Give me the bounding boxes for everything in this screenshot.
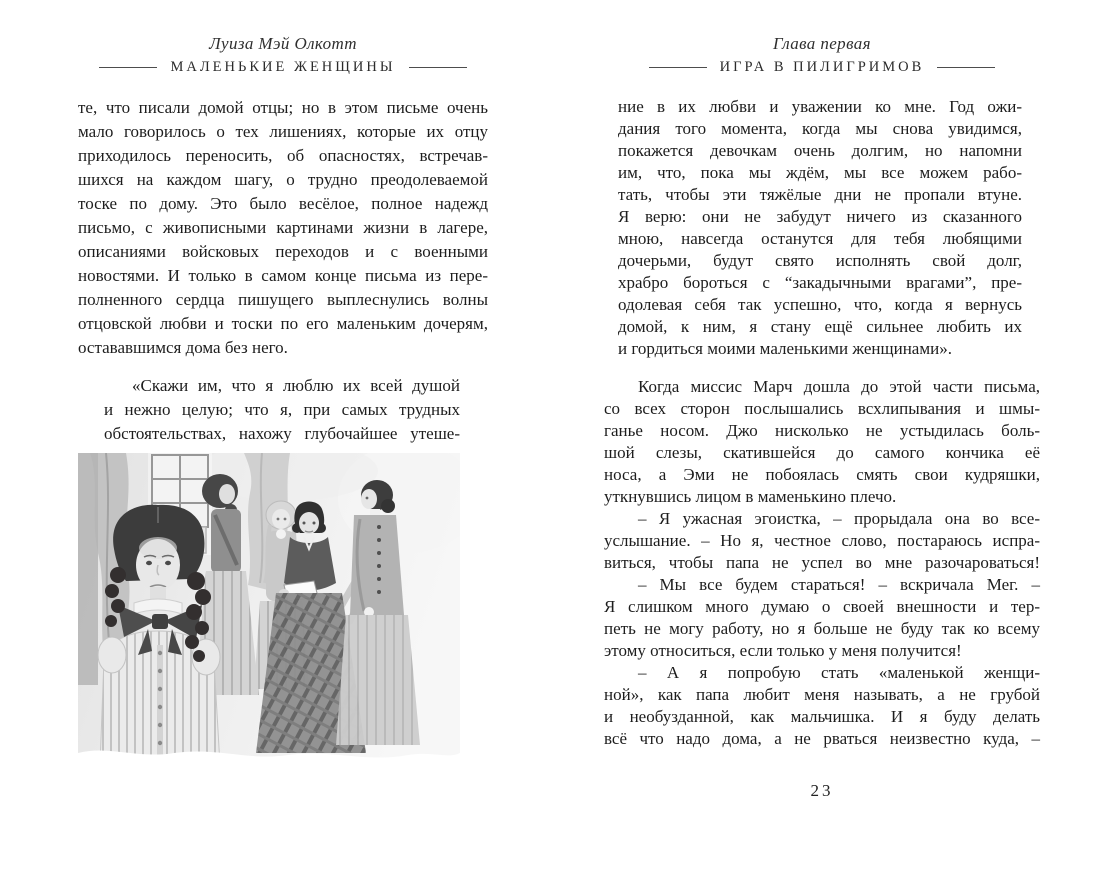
left-running-head: [78, 34, 488, 76]
text-line: храбро бороться с “закадычными врагами”, пре-: [618, 273, 1022, 292]
left-paragraph: [78, 96, 488, 360]
text-line: ной», как папа любит меня называть, а не грубой: [604, 685, 1040, 704]
text-line: и гордиться моими маленькими женщинами».: [618, 339, 952, 358]
text-line: приходилось переносить, об опасностях, встречав-: [78, 146, 488, 165]
right-text-column: [604, 96, 1040, 750]
text-line: новостями. И только в самом конце письма из пере-: [78, 266, 488, 285]
text-line: услышание. – Но я, честное слово, постараюсь испра-: [604, 531, 1040, 550]
text-line: одолевая себя так успешно, что, когда я вернусь: [618, 295, 1022, 314]
text-line: носа, а Эми не побоялась смять свои кудряшки,: [604, 465, 1040, 484]
text-line: им, что, пока мы ждём, мы все можем рабо-: [618, 163, 1022, 182]
text-line: и нежно целую; что я, при самых трудных: [104, 400, 460, 419]
text-line: те, что писали домой отцы; но в этом письме очень: [78, 98, 488, 117]
right-running-head: [604, 34, 1040, 76]
text-line: – Я ужасная эгоистка, – прорыдала она во все-: [638, 509, 1040, 528]
text-line: тать, чтобы эти тяжёлые дни не пропали втуне.: [618, 185, 1022, 204]
dialogue-jo: [604, 662, 1040, 750]
text-line: мною, навсегда останутся для тебя любящими: [618, 229, 1022, 248]
text-line: полненного сердца пишущего выплеснулись волны: [78, 290, 488, 309]
text-line: петь не могу работу, но я больше не буду так ко всему: [604, 619, 1040, 638]
text-line: уткнувшись лицом в маменькино плечо.: [604, 487, 897, 506]
illustration-svg: [78, 453, 460, 765]
text-line: отцовской любви и тоски по его маленьким дочерям,: [78, 314, 488, 333]
text-line: «Скажи им, что я люблю их всей душой: [132, 376, 460, 395]
text-line: и необузданной, как мальчишка. И я буду делать: [604, 707, 1040, 726]
narrative-paragraph: [604, 376, 1040, 508]
text-line: со всех сторон послышались всхлипывания и шмы-: [604, 399, 1040, 418]
text-line: остававшимся дома без него.: [78, 338, 288, 357]
dialogue-amy: [604, 508, 1040, 574]
text-line: тоске по дому. Это было весёлое, полное надежд: [78, 194, 488, 213]
text-line: Я верю: они не забудут ничего из сказанного: [618, 207, 1022, 226]
text-line: дочерьми, будут свято исполнять свой долг,: [618, 251, 1022, 270]
text-line: – А я попробую стать «маленькой женщи-: [638, 663, 1040, 682]
text-line: Я слишком много думаю о своей внешности и тер-: [604, 597, 1040, 616]
text-line: домой, к ним, я стану ещё сильнее любить их: [618, 317, 1022, 336]
text-line: – Мы все будем стараться! – вскричала Мег. –: [638, 575, 1040, 594]
left-text-column: [78, 96, 488, 446]
page-number: 23: [810, 781, 834, 800]
text-line: виться, чтобы папа не успел во мне разочароваться!: [604, 553, 1040, 572]
illustration: [78, 453, 460, 765]
text-line: описаниями войсковых переходов и с военными: [78, 242, 488, 261]
author-name: Луиза Мэй Олкотт: [209, 34, 357, 53]
text-line: шой слезы, скатившейся до самого кончика её: [604, 443, 1040, 462]
letter-quote-continuation: [618, 96, 1022, 360]
letter-quote-block: [104, 374, 460, 446]
chapter-title: ИГРА В ПИЛИГРИМОВ: [604, 59, 1040, 76]
text-line: ние в их любви и уважении ко мне. Год ожи-: [618, 97, 1022, 116]
text-line: шихся на каждом шагу, о трудно преодолеваемой: [78, 170, 488, 189]
text-line: письмо, с живописными картинами жизни в лагере,: [78, 218, 488, 237]
text-line: этому относиться, если только у меня получится!: [604, 641, 962, 660]
text-line: ганье носом. Джо нисколько не устыдилась боль-: [604, 421, 1040, 440]
dialogue-meg: [604, 574, 1040, 662]
text-line: покажется девочкам очень долгим, но напомни: [618, 141, 1022, 160]
text-line: дания того момента, когда мы снова увидимся,: [618, 119, 1022, 138]
text-line: мало говорилось о тех лишениях, которые их отцу: [78, 122, 488, 141]
book-title: МАЛЕНЬКИЕ ЖЕНЩИНЫ: [78, 59, 488, 76]
chapter-label: Глава первая: [773, 34, 871, 53]
text-line: всё что надо дома, а не рваться неизвестно куда, –: [604, 729, 1040, 748]
text-line: Когда миссис Марч дошла до этой части письма,: [638, 377, 1040, 396]
text-line: обстоятельствах, нахожу глубочайшее утеше-: [104, 424, 460, 443]
